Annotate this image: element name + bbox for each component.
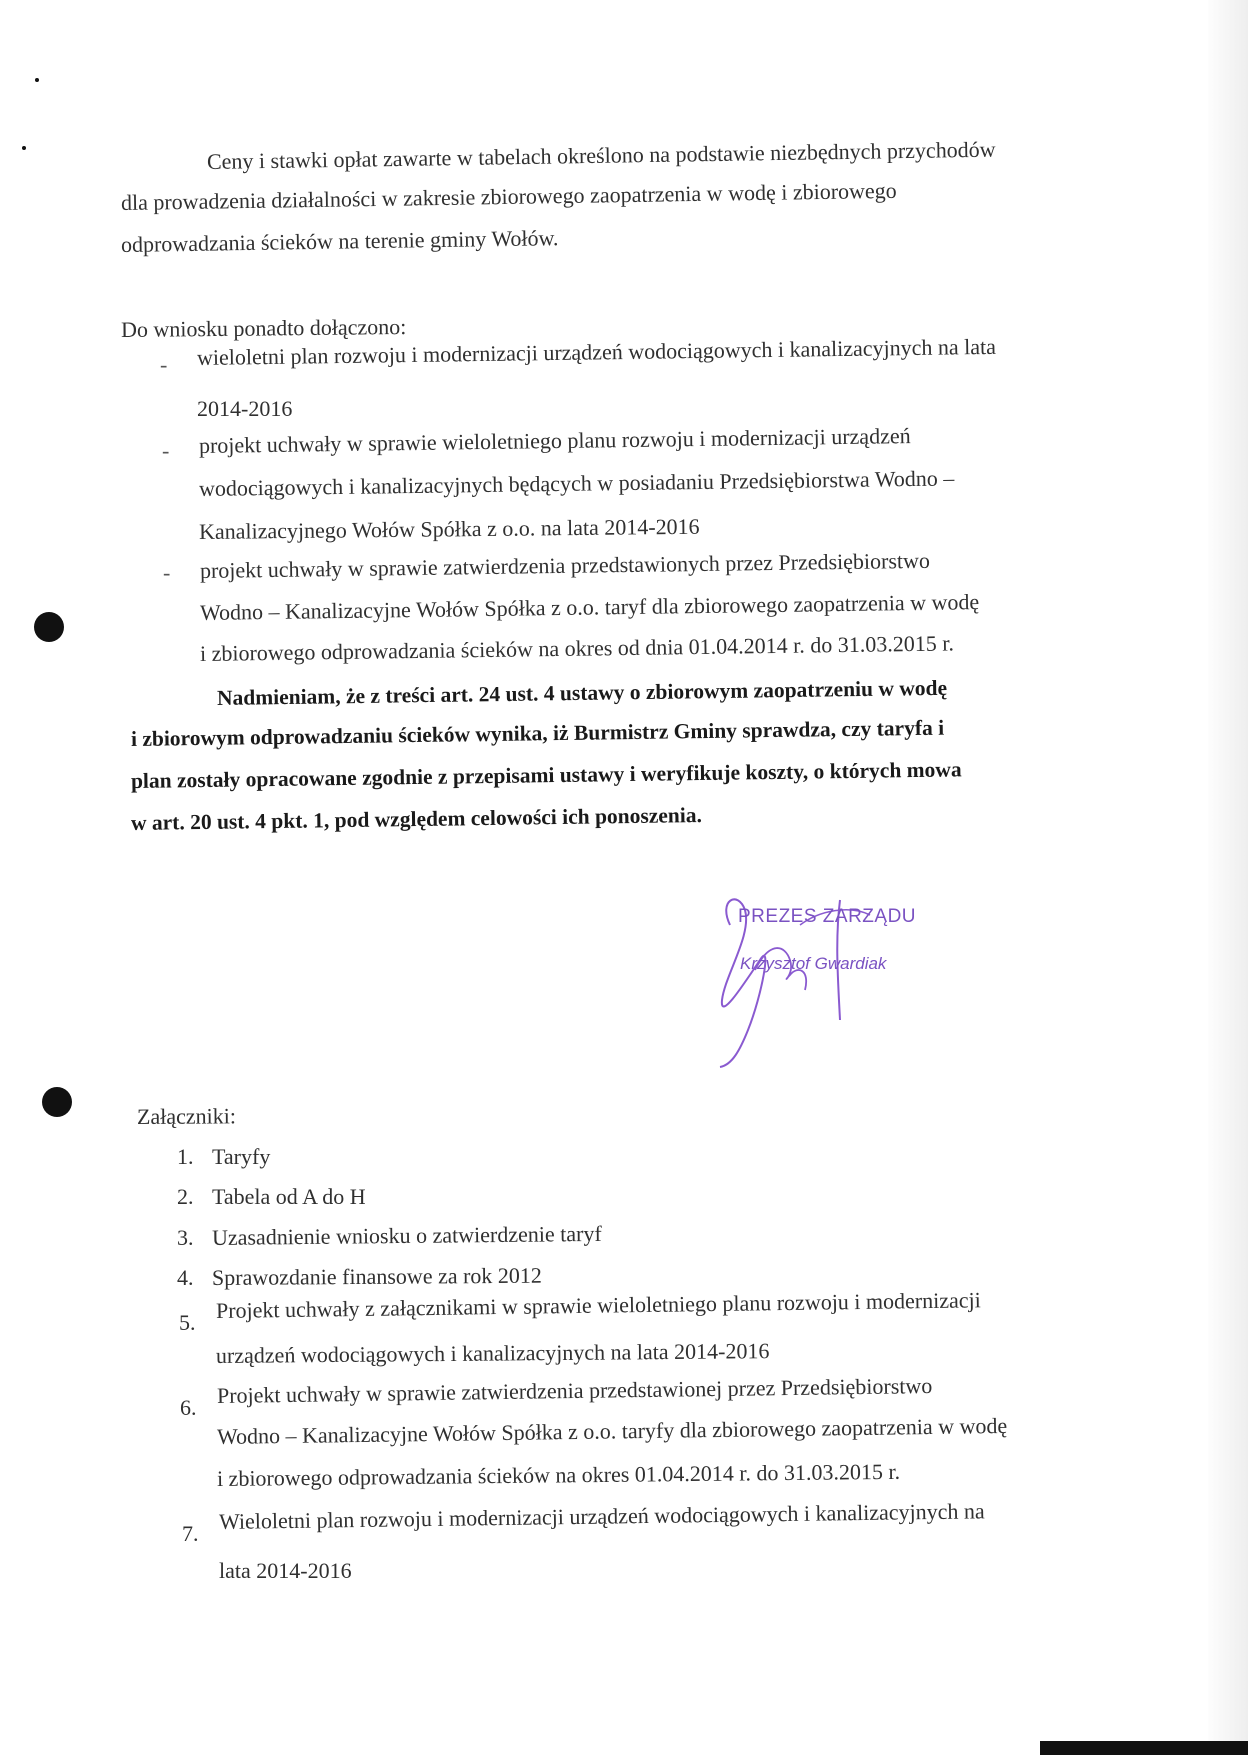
bullet-line: projekt uchwały w sprawie wieloletniego planu rozwoju i modernizacji urządzeń: [198, 423, 911, 458]
attachments-title: Załączniki:: [136, 1103, 237, 1129]
punch-hole-mark: [42, 1087, 72, 1117]
attachment-line: Sprawozdanie finansowe za rok 2012: [211, 1262, 542, 1290]
attachment-line: Wieloletni plan rozwoju i modernizacji urządzeń wodociągowych i kanalizacyjnych na: [218, 1498, 985, 1534]
attachment-line: Uzasadnienie wniosku o zatwierdzenie taryf: [211, 1220, 602, 1250]
paragraph-line: Ceny i stawki opłat zawarte w tabelach określono na podstawie niezbędnych przychodów: [206, 136, 996, 174]
stamp-name: Krzysztof Gwardiak: [740, 954, 887, 973]
attachment-line: urządzeń wodociągowych i kanalizacyjnych na lata 2014-2016: [215, 1338, 770, 1368]
bullet-line: projekt uchwały w sprawie zatwierdzenia przedstawionych przez Przedsiębiorstwo: [199, 547, 931, 583]
stamp-title: PREZES ZARZĄDU: [738, 906, 917, 927]
scan-edge-bottom: [1040, 1741, 1248, 1755]
bullet-line: wieloletni plan rozwoju i modernizacji urządzeń wodociągowych i kanalizacyjnych na lata: [196, 333, 997, 370]
punch-hole-mark: [34, 612, 64, 642]
bullet-line: i zbiorowego odprowadzania ścieków na okres od dnia 01.04.2014 r. do 31.03.2015 r.: [199, 630, 955, 666]
attachment-number: 3.: [177, 1225, 194, 1250]
attachment-line: i zbiorowego odprowadzania ścieków na okres 01.04.2014 r. do 31.03.2015 r.: [216, 1458, 901, 1491]
attachment-number: 1.: [177, 1144, 194, 1169]
attachment-line: Tabela od A do H: [212, 1184, 366, 1209]
bullet-line: Wodno – Kanalizacyjne Wołów Spółka z o.o. taryf dla zbiorowego zaopatrzenia w wodę: [199, 589, 980, 625]
attachment-number: 7.: [182, 1521, 199, 1546]
attachment-line: Taryfy: [212, 1144, 271, 1169]
attachments-intro: Do wniosku ponadto dołączono:: [120, 314, 407, 342]
attachment-number: 5.: [179, 1310, 196, 1335]
notice-line: Nadmieniam, że z treści art. 24 ust. 4 ustawy o zbiorowym zaopatrzeniu w wodę: [216, 675, 948, 710]
notice-line: plan zostały opracowane zgodnie z przepisami ustawy i weryfikuje koszty, o których mowa: [130, 757, 962, 793]
scan-speck: [22, 146, 26, 150]
notice-line: i zbiorowym odprowadzaniu ścieków wynika, iż Burmistrz Gminy sprawdza, czy taryfa i: [130, 715, 945, 751]
bullet-line: wodociągowych i kanalizacyjnych będących w posiadaniu Przedsiębiorstwa Wodno –: [198, 465, 955, 501]
notice-line: w art. 20 ust. 4 pkt. 1, pod względem celowości ich ponoszenia.: [130, 803, 703, 835]
attachment-line: Wodno – Kanalizacyjne Wołów Spółka z o.o. taryfy dla zbiorowego zaopatrzenia w wodę: [216, 1412, 1008, 1449]
scan-edge-right: [1208, 0, 1248, 1755]
attachment-line: Projekt uchwały w sprawie zatwierdzenia przedstawionej przez Przedsiębiorstwo: [216, 1373, 933, 1408]
attachment-number: 6.: [180, 1395, 197, 1420]
bullet-line: 2014-2016: [197, 396, 293, 421]
paragraph-line: dla prowadzenia działalności w zakresie zbiorowego zaopatrzenia w wodę i zbiorowego: [120, 177, 897, 215]
bullet-line: Kanalizacyjnego Wołów Spółka z o.o. na lata 2014-2016: [198, 513, 700, 544]
attachment-line: lata 2014-2016: [219, 1558, 352, 1583]
bullet-dash: -: [163, 560, 171, 585]
attachment-number: 2.: [177, 1184, 194, 1209]
paragraph-line: odprowadzania ścieków na terenie gminy Wołów.: [120, 225, 559, 257]
bullet-dash: -: [160, 352, 168, 377]
bullet-dash: -: [162, 438, 170, 463]
scan-speck: [35, 78, 39, 82]
attachment-number: 4.: [177, 1265, 194, 1290]
attachment-line: Projekt uchwały z załącznikami w sprawie wieloletniego planu rozwoju i modernizacji: [215, 1287, 981, 1323]
